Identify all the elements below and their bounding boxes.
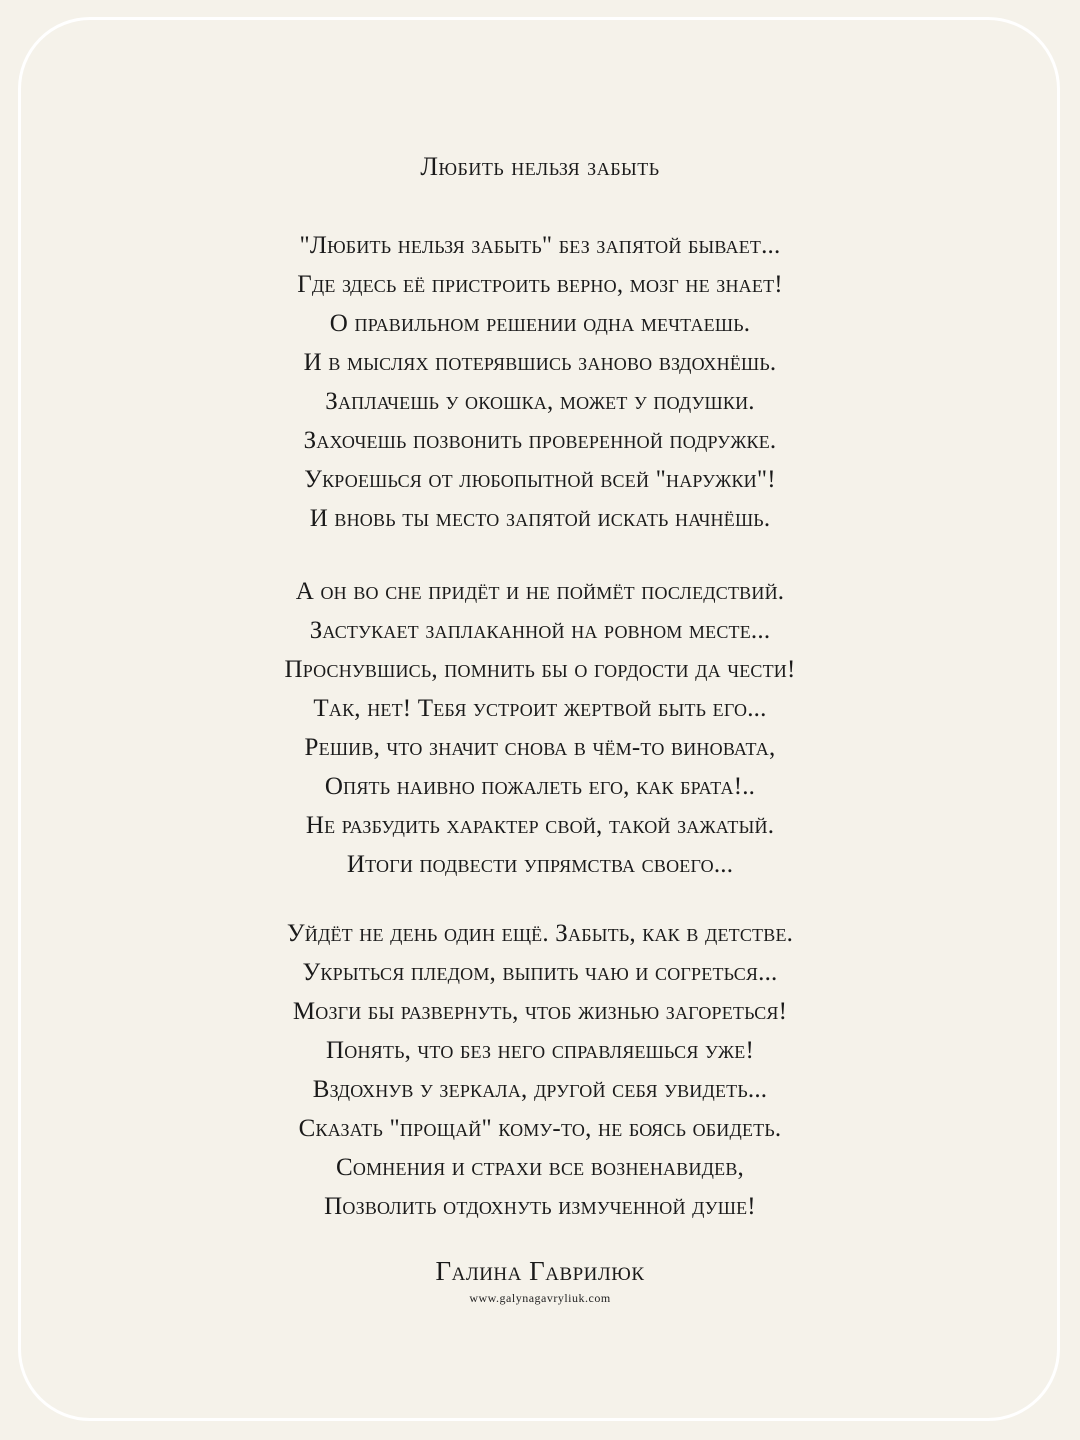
stanza-2 <box>0 572 1080 884</box>
poem-line: Не разбудить характер свой, такой зажатый. <box>305 812 775 839</box>
poem-line: Уйдёт не день один ещё. Забыть, как в детстве. <box>286 920 794 947</box>
poem-line: Понять, что без него справляешься уже! <box>326 1037 754 1064</box>
website-url: www.galynagavryliuk.com <box>469 1291 611 1305</box>
poem-line: Укрыться пледом, выпить чаю и согреться... <box>302 959 778 986</box>
poem-line: А он во сне придёт и не поймёт последствий. <box>295 578 785 605</box>
poem-line: Где здесь её пристроить верно, мозг не знает! <box>297 271 783 298</box>
poem-line: Застукает заплаканной на ровном месте... <box>309 617 771 644</box>
author-name: Галина Гаврилюк <box>435 1256 645 1286</box>
stanza-1 <box>0 226 1080 538</box>
poem-line: Захочешь позвонить проверенной подружке. <box>303 427 777 454</box>
poem-line: Опять наивно пожалеть его, как брата!.. <box>324 773 756 800</box>
poem-line: И в мыслях потерявшись заново вздохнёшь. <box>303 349 777 376</box>
poem-line: Позволить отдохнуть измученной душе! <box>324 1193 756 1220</box>
poem-title: Любить нельзя забыть <box>420 152 660 181</box>
poem-line: "Любить нельзя забыть" без запятой бывает... <box>299 232 781 259</box>
poem-line: Решив, что значит снова в чём-то виновата, <box>304 734 776 761</box>
stanza-3 <box>0 914 1080 1226</box>
poem-line: И вновь ты место запятой искать начнёшь. <box>309 505 771 532</box>
poem-line: Мозги бы развернуть, чтоб жизнью загореться! <box>292 998 788 1025</box>
poem-line: Сомнения и страхи все возненавидев, <box>336 1154 744 1181</box>
poem-line: Сказать "прощай" кому-то, не боясь обидеть. <box>298 1115 782 1142</box>
poem-line: О правильном решении одна мечтаешь. <box>329 310 751 337</box>
poem-line: Так, нет! Тебя устроит жертвой быть его... <box>313 695 767 722</box>
poem-line: Вздохнув у зеркала, другой себя увидеть... <box>312 1076 768 1103</box>
poem-line: Укроешься от любопытной всей "наружки"! <box>304 466 776 493</box>
poem-line: Проснувшись, помнить бы о гордости да чести! <box>284 656 796 683</box>
poem-line: Заплачешь у окошка, может у подушки. <box>325 388 755 415</box>
poem-line: Итоги подвести упрямства своего... <box>346 851 734 878</box>
